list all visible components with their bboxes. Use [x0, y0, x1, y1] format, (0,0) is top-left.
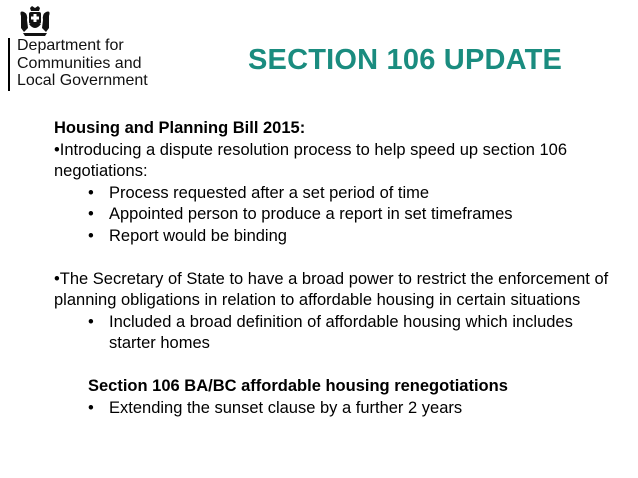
bullet-icon: • — [88, 312, 94, 331]
bullet-icon: • — [88, 183, 94, 202]
bullet-list — [54, 398, 624, 420]
bullet-list — [54, 183, 624, 248]
bullet-icon: • — [88, 398, 94, 417]
slide-body — [54, 118, 624, 419]
department-name-line: Communities and — [17, 54, 142, 72]
list-item-text: Process requested after a set period of time — [109, 183, 430, 202]
department-name-line: Local Government — [17, 72, 148, 89]
slide-title: SECTION 106 UPDATE — [248, 44, 563, 76]
bullet-list — [54, 312, 624, 355]
list-item-text: Included a broad definition of affordable housing which includes starter homes — [109, 312, 573, 352]
section-intro: •The Secretary of State to have a broad power to restrict the enforcement of planning obligations in relation to affordable housing in certain situations — [54, 269, 609, 309]
section-heading: Housing and Planning Bill 2015: — [54, 119, 306, 137]
list-item — [88, 183, 624, 205]
list-item — [88, 226, 624, 248]
department-name-line: Department for — [17, 37, 124, 54]
logo-divider — [8, 38, 10, 91]
royal-coat-of-arms-icon — [18, 6, 52, 38]
bullet-icon: • — [88, 205, 94, 223]
department-name — [17, 37, 187, 90]
section-heading: Section 106 BA/BC affordable housing renegotiations — [88, 377, 508, 395]
list-item-text: Appointed person to produce a report in set timeframes — [109, 205, 513, 223]
list-item-text: Report would be binding — [109, 226, 287, 245]
list-item — [88, 312, 624, 355]
list-item-text: Extending the sunset clause by a further 2 years — [109, 398, 463, 417]
bullet-icon: • — [88, 226, 94, 245]
list-item — [88, 398, 624, 420]
list-item — [88, 204, 624, 226]
section-intro: •Introducing a dispute resolution process to help speed up section 106 negotiations: — [54, 140, 568, 180]
